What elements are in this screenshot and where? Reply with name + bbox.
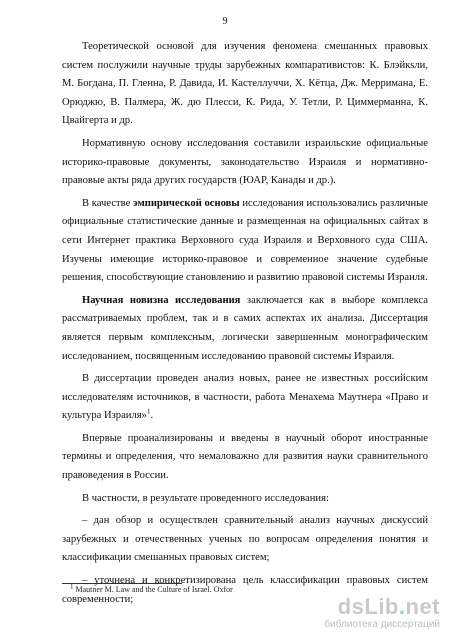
paragraph-text: В качестве	[82, 197, 134, 209]
footnote-divider	[62, 583, 182, 584]
footnote-text: Mautner M. Law and the Culture of Israel. Oxfor	[75, 585, 233, 594]
list-item-review: – дан обзор и осуществлен сравнительный анализ научных дискуссий зарубежных и отечественных ученых по вопросам определения понятия и классификации смешанных правовых систем;	[62, 515, 428, 564]
list-item-classification: – уточнена и конкретизирована цель классификации правовых систем современности;	[62, 575, 428, 605]
document-body	[62, 38, 428, 613]
paragraph-results-intro: В частности, в результате проведенного исследования:	[82, 492, 329, 504]
logo-text: dsLib	[337, 594, 399, 619]
logo-dot: .	[398, 594, 406, 619]
paragraph-text: В диссертации проведен анализ новых, ранее не известных российским исследователям источников, в частности, работа Менахема Маутнера «Право и культура Израиля»	[62, 373, 428, 422]
paragraph-text: заключается как в выборе комплекса рассматриваемых проблем, так и в самих аспектах их анализа. Диссертация является первым комплексным, логически завершенным монографическим исследованием, посвященным исследованию правовой системы Израиля.	[62, 294, 429, 362]
page-number: 9	[222, 16, 228, 27]
paragraph-text: исследования использовались различные официальные статистические данные и размещенная на официальных сайтах в сети Интернет практика Верховного суда Израиля и Верховного суда США. Изучены имеющие историко-правовое и современное значение судебные решения, способствующие становлению и развитию правовой системы Израиля.	[62, 197, 428, 284]
watermark	[324, 595, 440, 631]
footnote-mark: 1	[70, 582, 74, 591]
bold-term: Научная новизна исследования	[82, 294, 241, 306]
paragraph-foreign-terms: Впервые проанализированы и введены в научный оборот иностранные термины и определения, что немаловажно для развития науки сравнительного правоведения в России.	[62, 432, 428, 482]
paragraph-normative-basis: Нормативную основу исследования составили израильские официальные историко-правовые документы, законодательство Израиля и нормативно-правовые акты ряда других государств (ЮАР, Канады и др.).	[62, 137, 428, 187]
footnote	[70, 582, 233, 594]
paragraph-text: .	[150, 410, 154, 422]
watermark-subtitle: библиотека диссертаций	[324, 619, 440, 630]
paragraph-new-sources	[62, 370, 428, 426]
bold-term: эмпирической основы	[133, 197, 240, 209]
watermark-logo	[324, 595, 440, 619]
paragraph-theoretical-basis: Теоретической основой для изучения феномена смешанных правовых систем послужили научные труды зарубежных компаративистов: К. Блэйкsли, М. Богдана, П. Гленна, Р. Давида, И. Кастеллуччи, Х. Кётца, Дж. Мерримана, Е. Орюджю, В. Палмера, Ж. дю Плесси, К. Рида, У. Тетли, Р. Циммерманна, К. Цвайгерта и др.	[62, 41, 428, 127]
footnote-reference[interactable]: 1	[146, 407, 151, 416]
paragraph-empirical-basis	[62, 195, 428, 288]
logo-text-end: net	[405, 594, 440, 619]
paragraph-scientific-novelty	[62, 292, 428, 366]
